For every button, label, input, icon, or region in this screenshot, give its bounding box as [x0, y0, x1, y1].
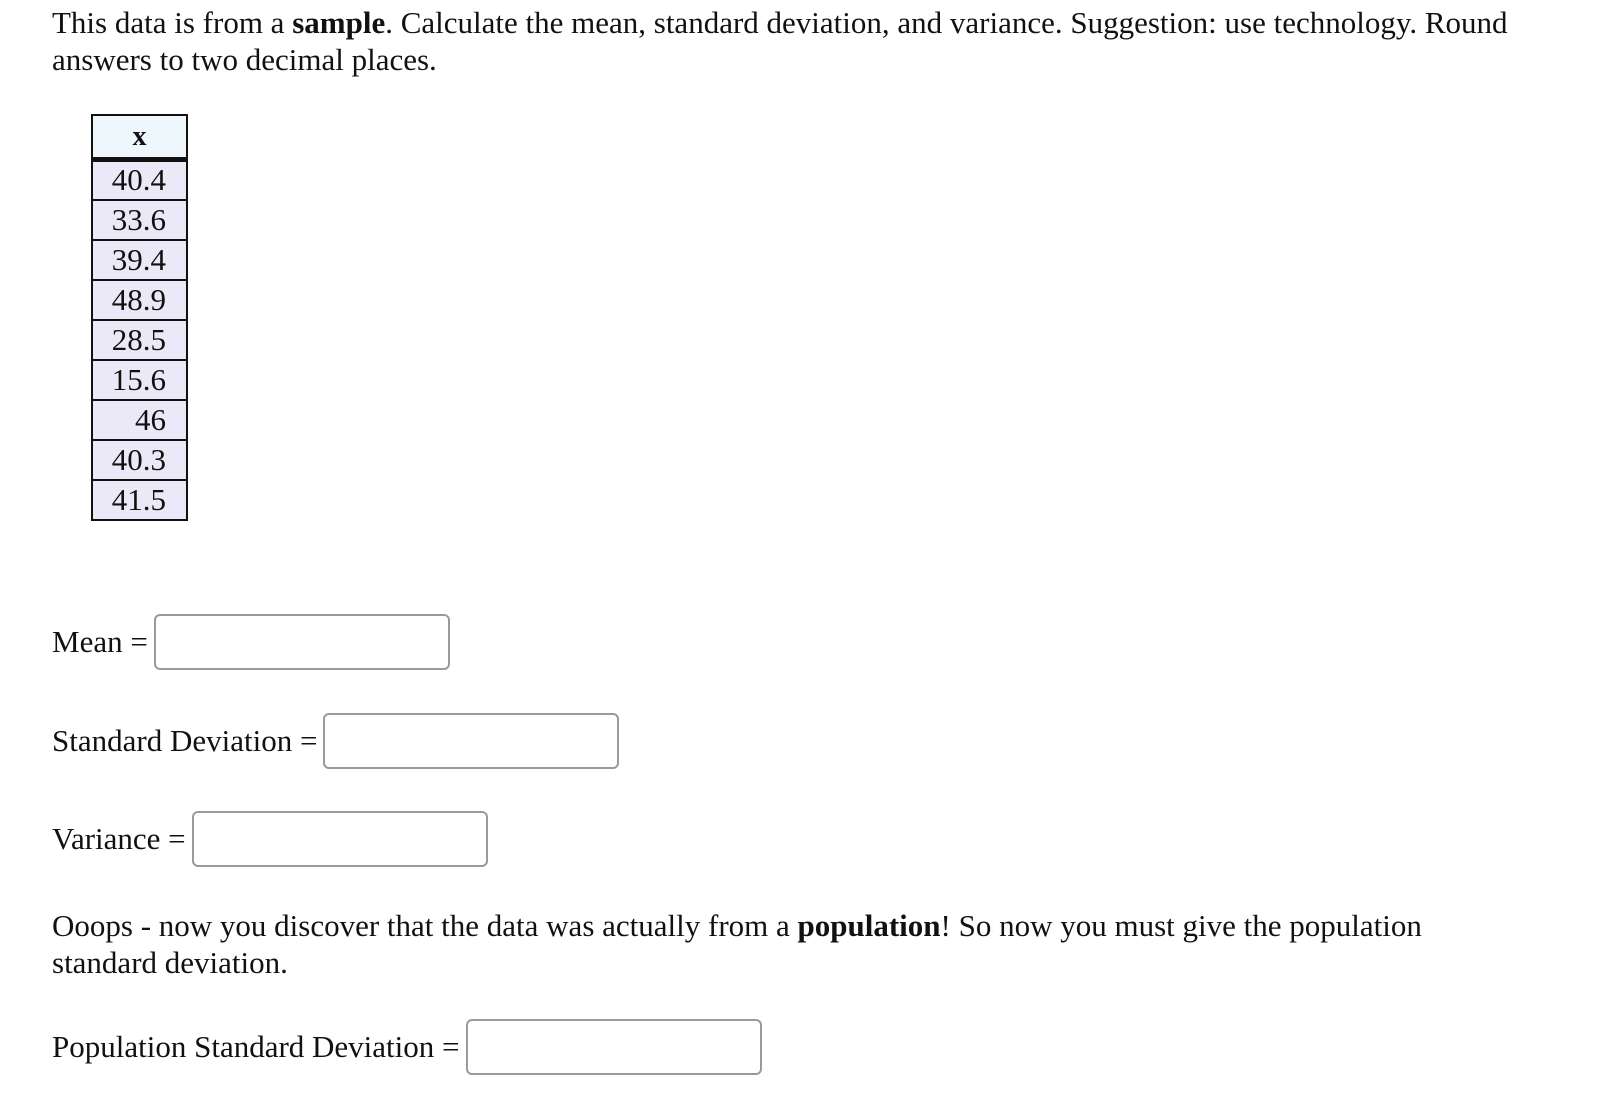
table-cell: [92, 360, 187, 400]
population-standard-deviation-input[interactable]: [466, 1019, 762, 1075]
cell-value: 46: [135, 401, 166, 437]
table-row: [92, 440, 187, 480]
variance-row: [52, 811, 488, 867]
notice-part2: ! So now you must give the population standard deviation.: [52, 908, 1422, 980]
instructions-part2: . Calculate the mean, standard deviation, and variance. Suggestion: use technology. Round answers to two decimal places.: [52, 5, 1508, 77]
variance-label: Variance =: [52, 821, 186, 856]
data-table: [91, 114, 188, 521]
table-cell: [92, 200, 187, 240]
table-cell: [92, 320, 187, 360]
cell-value: 39.4: [111, 241, 166, 277]
instructions-bold-word: sample: [292, 5, 386, 40]
table-cell: [92, 240, 187, 280]
mean-row: [52, 614, 450, 670]
standard-deviation-input[interactable]: [323, 713, 619, 769]
cell-value: 28.5: [111, 321, 166, 357]
table-row: [92, 280, 187, 320]
table-cell: [92, 480, 187, 520]
mean-input[interactable]: [154, 614, 450, 670]
table-cell: [92, 160, 187, 200]
standard-deviation-row: [52, 713, 619, 769]
table-header-row: [92, 115, 187, 160]
cell-value: 33.6: [111, 201, 166, 237]
cell-value: 15.6: [111, 361, 166, 397]
population-standard-deviation-label: Population Standard Deviation =: [52, 1029, 460, 1064]
cell-value: 48.9: [111, 281, 166, 317]
table-cell: [92, 440, 187, 480]
table-cell: [92, 400, 187, 440]
table-cell: [92, 280, 187, 320]
table-row: [92, 400, 187, 440]
mean-label: Mean =: [52, 624, 148, 659]
table-row: [92, 320, 187, 360]
table-row: [92, 360, 187, 400]
instructions-part1: This data is from a: [52, 5, 293, 40]
table-row: [92, 200, 187, 240]
instructions-text: [52, 4, 1532, 78]
cell-value: 41.5: [111, 481, 166, 517]
notice-bold-word: population: [797, 908, 941, 943]
variance-input[interactable]: [192, 811, 488, 867]
population-notice-text: [52, 907, 1532, 981]
cell-value: 40.4: [111, 162, 166, 198]
column-header-x: x: [92, 115, 187, 160]
notice-part1: Ooops - now you discover that the data was actually from a: [52, 908, 798, 943]
cell-value: 40.3: [111, 441, 166, 477]
population-standard-deviation-row: [52, 1019, 762, 1075]
table-row: [92, 240, 187, 280]
table-row: [92, 480, 187, 520]
standard-deviation-label: Standard Deviation =: [52, 723, 318, 758]
table-row: [92, 160, 187, 200]
